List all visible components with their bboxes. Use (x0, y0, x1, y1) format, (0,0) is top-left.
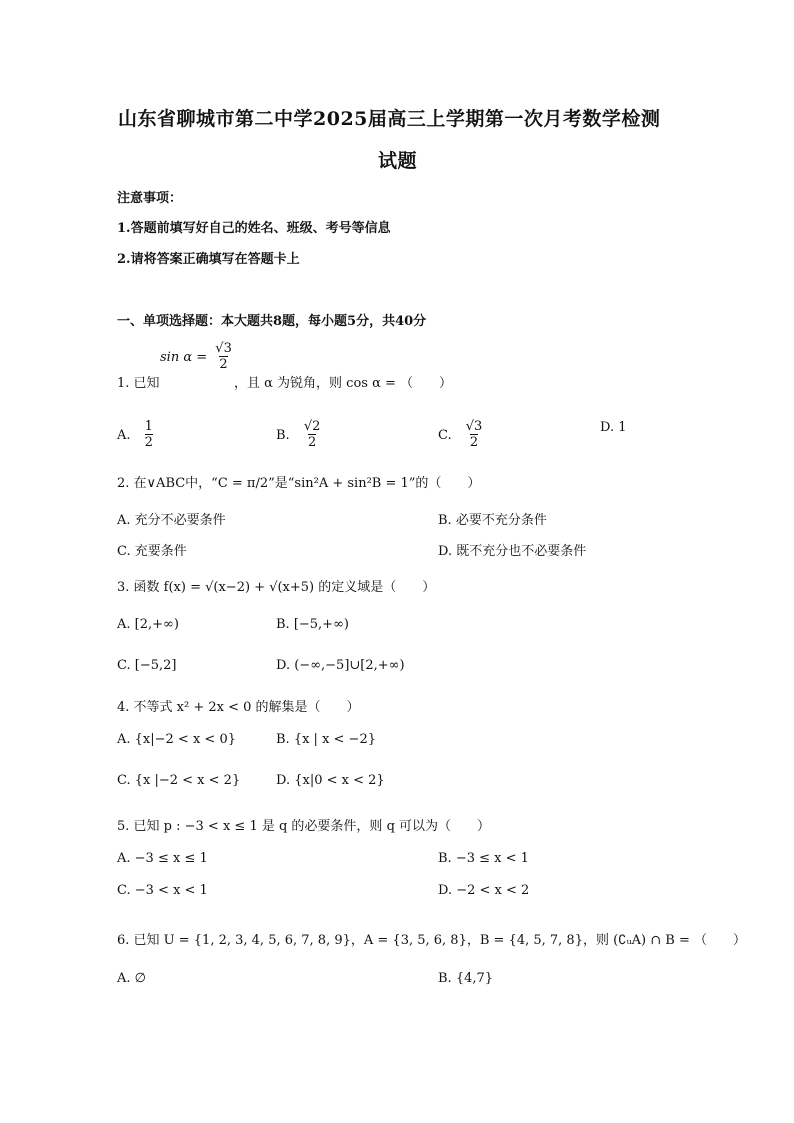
notice-item-2: 2.请将答案正确填写在答题卡上 (117, 252, 300, 267)
question-1-formula: sin α = $\frac{√3}{2}$ (160, 341, 232, 373)
question-2-stem: 2. 在∨ABC中，“C = π/2”是“sin²A + sin²B = 1”的（ ） (117, 476, 481, 491)
question-1-number: 1. 已知 (117, 376, 160, 391)
question-3-option-d: D. (−∞,−5]∪[2,+∞) (276, 658, 405, 673)
question-2-option-d: D. 既不充分也不必要条件 (438, 544, 587, 559)
question-5-option-b: B. −3 ≤ x < 1 (438, 851, 529, 866)
question-1-stem-suffix: ，且 α 为锐角，则 cos α = （ ） (234, 376, 453, 391)
question-6-option-b: B. {4,7} (438, 971, 494, 986)
question-5-option-d: D. −2 < x < 2 (438, 883, 530, 898)
question-1-frac-den: 2 (219, 357, 228, 373)
question-3-option-c: C. [−5,2] (117, 658, 177, 673)
section-heading: 一、单项选择题：本大题共8题，每小题5分，共40分 (117, 314, 427, 329)
question-5-option-c: C. −3 < x < 1 (117, 883, 208, 898)
question-1-option-d: D. 1 (600, 420, 627, 435)
question-2-option-c: C. 充要条件 (117, 544, 187, 559)
question-3-option-b: B. [−5,+∞) (276, 617, 349, 632)
question-4-option-c: C. {x |−2 < x < 2} (117, 773, 241, 788)
question-4-stem: 4. 不等式 x² + 2x < 0 的解集是（ ） (117, 700, 360, 715)
question-4-option-a: A. {x|−2 < x < 0} (117, 732, 236, 747)
document-title: 山东省聊城市第二中学2025届高三上学期第一次月考数学检测 (118, 108, 661, 130)
question-1-option-b: B. $\frac{√2}{2}$ (276, 419, 321, 451)
question-2-option-a: A. 充分不必要条件 (117, 513, 226, 528)
question-4-option-b: B. {x | x < −2} (276, 732, 376, 747)
question-5-stem: 5. 已知 p : −3 < x ≤ 1 是 q 的必要条件，则 q 可以为（ ） (117, 819, 491, 834)
question-6-stem: 6. 已知 U = {1, 2, 3, 4, 5, 6, 7, 8, 9}，A = {3, 5, 6, 8}，B = {4, 5, 7, 8}，则 (∁ᵤA) ∩ B = （ ） (117, 933, 746, 948)
question-6-option-a: A. ∅ (117, 971, 146, 986)
question-2-option-b: B. 必要不充分条件 (438, 513, 547, 528)
question-5-option-a: A. −3 ≤ x ≤ 1 (117, 851, 208, 866)
question-1-option-c: C. $\frac{√3}{2}$ (438, 419, 483, 451)
question-4-option-d: D. {x|0 < x < 2} (276, 773, 385, 788)
document-title-continued: 试题 (378, 150, 418, 172)
notice-heading: 注意事项： (117, 191, 183, 206)
question-3-stem: 3. 函数 f(x) = √(x−2) + √(x+5) 的定义域是（ ） (117, 580, 436, 595)
question-3-option-a: A. [2,+∞) (117, 617, 179, 632)
question-1-frac-num: √3 (215, 341, 232, 356)
question-1-option-a: A. $\frac{1}{2}$ (117, 419, 153, 451)
notice-item-1: 1.答题前填写好自己的姓名、班级、考号等信息 (117, 221, 391, 236)
